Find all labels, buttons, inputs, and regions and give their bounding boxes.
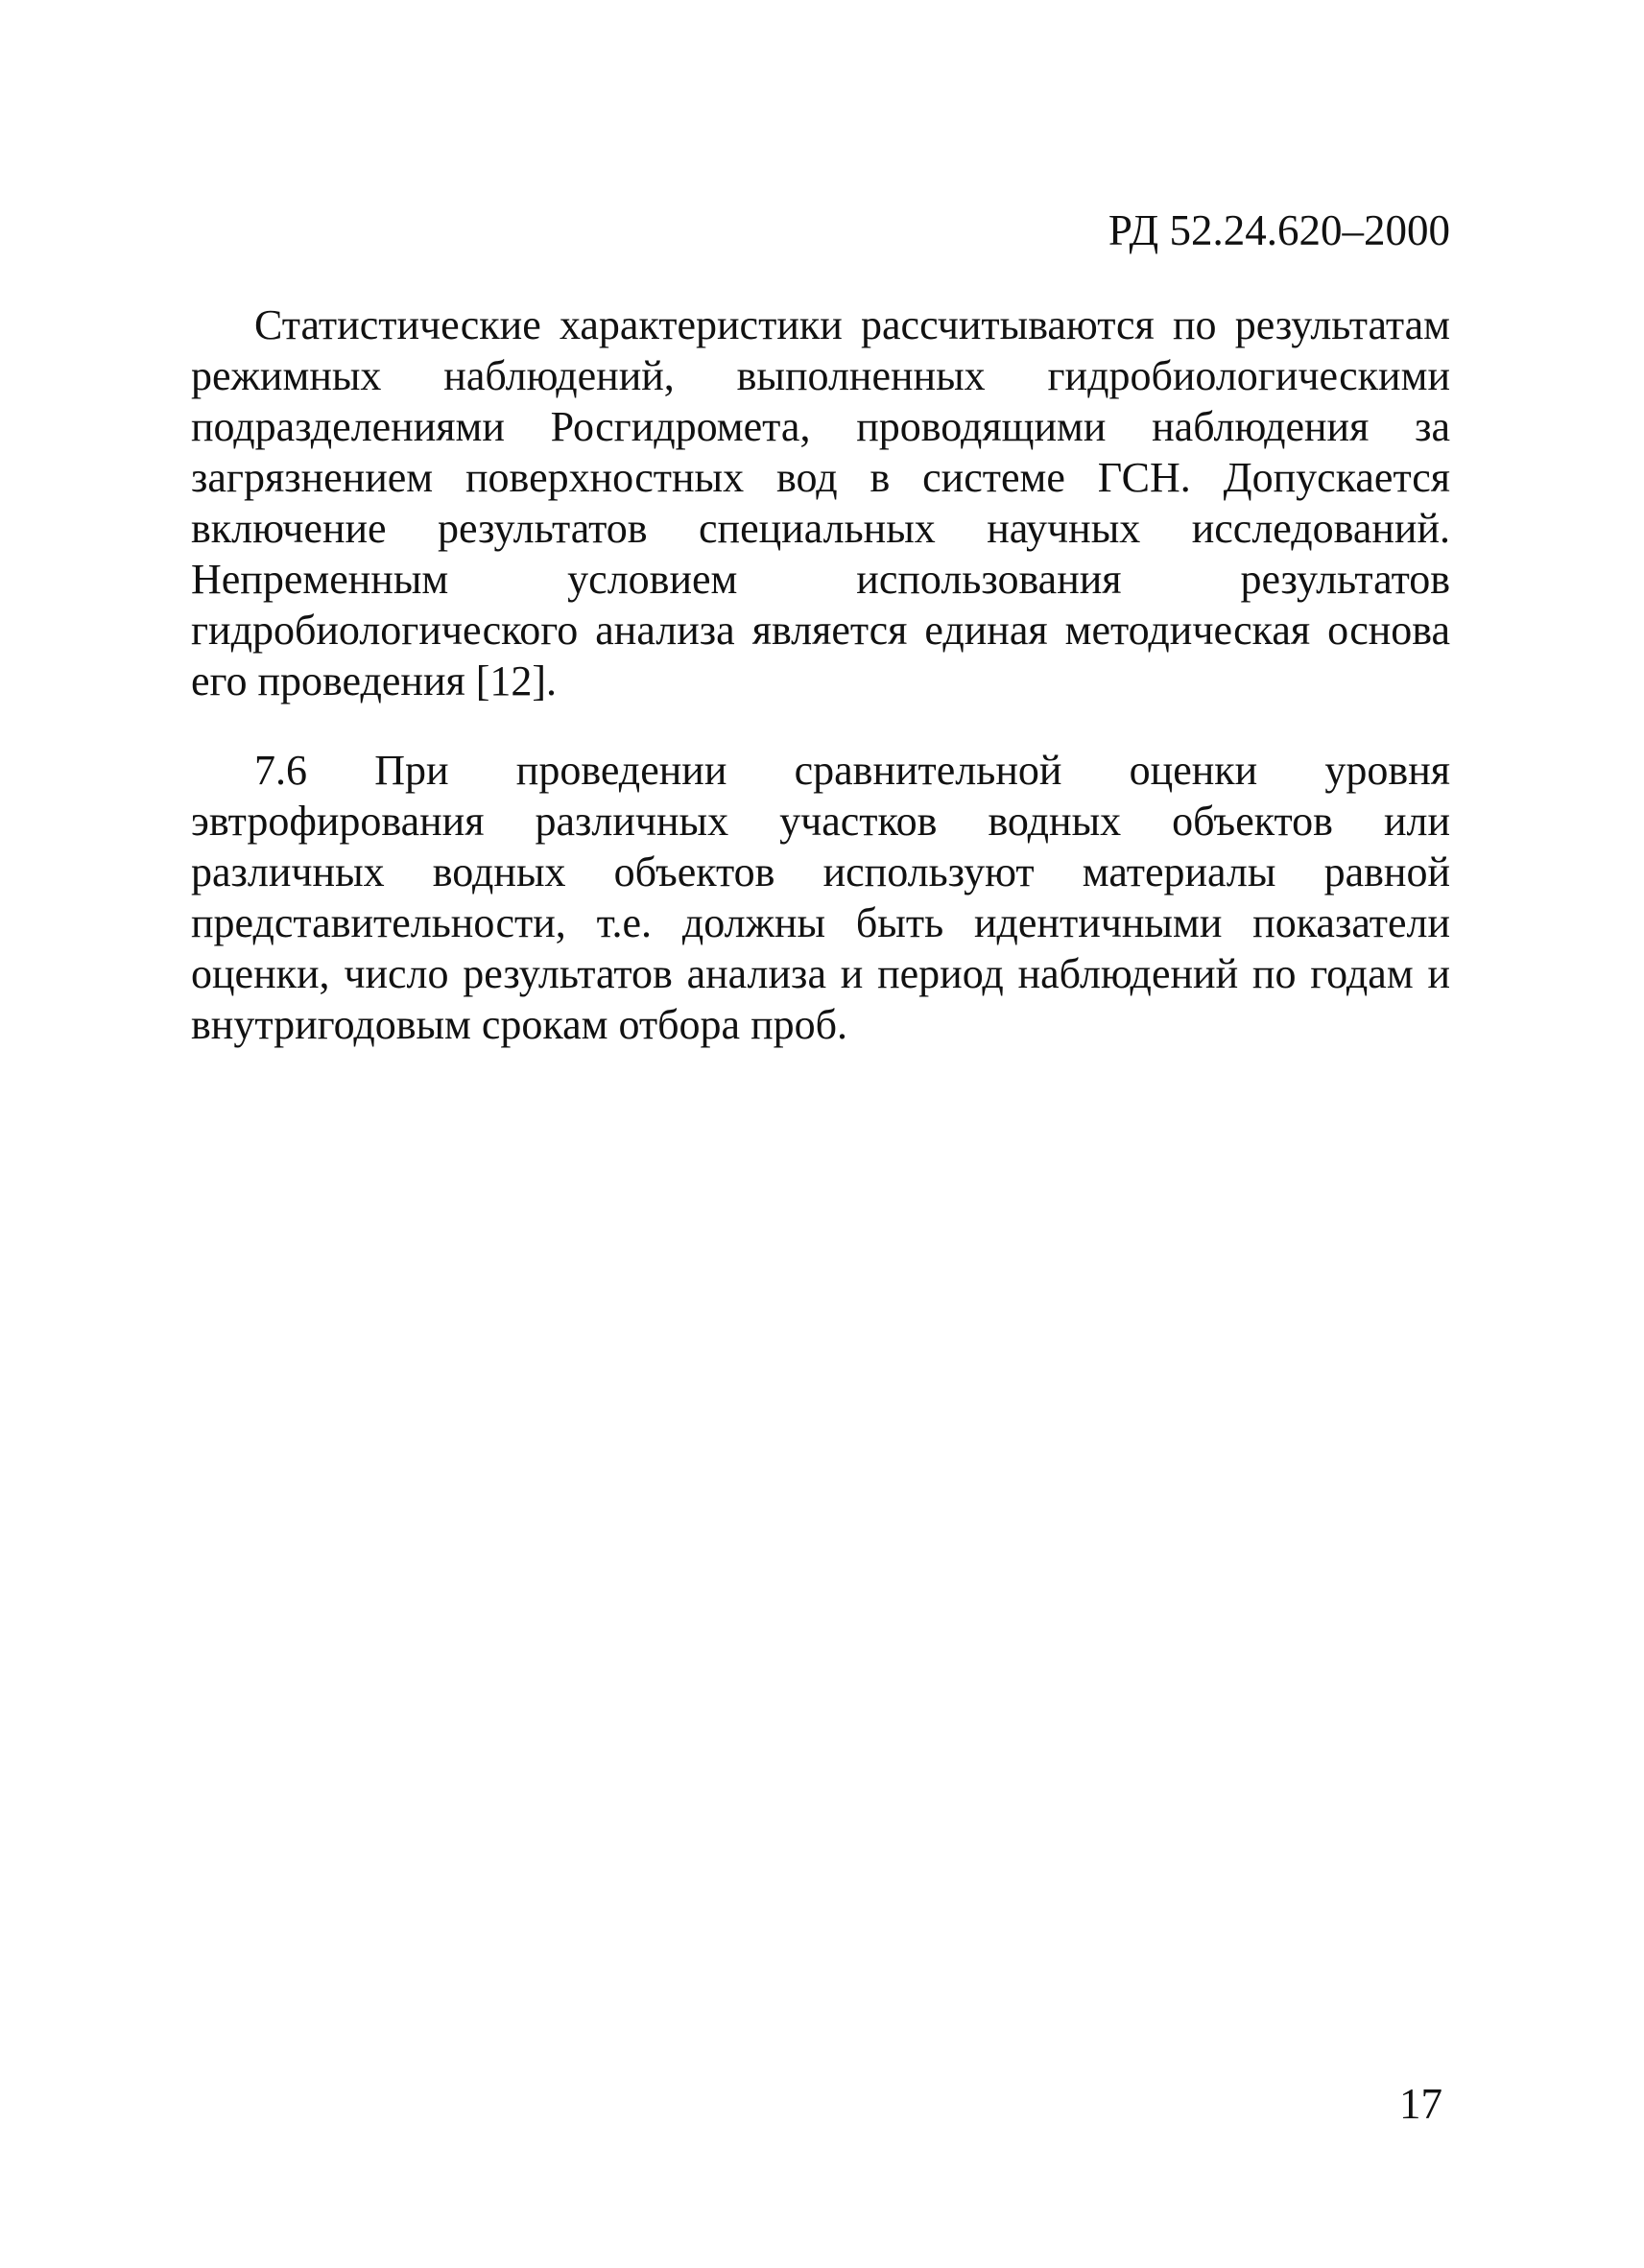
document-code-header: РД 52.24.620–2000	[1108, 206, 1450, 254]
page-number: 17	[1399, 2080, 1442, 2128]
paragraph-7-6: 7.6 При проведении сравнительной оценки уровня эвтрофирования различных участков водных объектов или различных водных объектов используют материалы равной представительности, т.е. должны быть идентичными показатели оценки, число результатов анализа и период наблюдений по годам и внутригодовым срокам отбора проб.	[191, 747, 1450, 1048]
body-text	[191, 299, 1450, 1088]
paragraph-statistical-characteristics: Статистические характеристики рассчитываются по результатам режимных наблюдений, выполненных гидробиологическими подразделениями Росгидромета, проводящими наблюдения за загрязнением поверхностных вод в системе ГСН. Допускается включение результатов специальных научных исследований. Непременным условием использования результатов гидробиологического анализа является единая методическая основа его проведения [12].	[191, 301, 1450, 704]
